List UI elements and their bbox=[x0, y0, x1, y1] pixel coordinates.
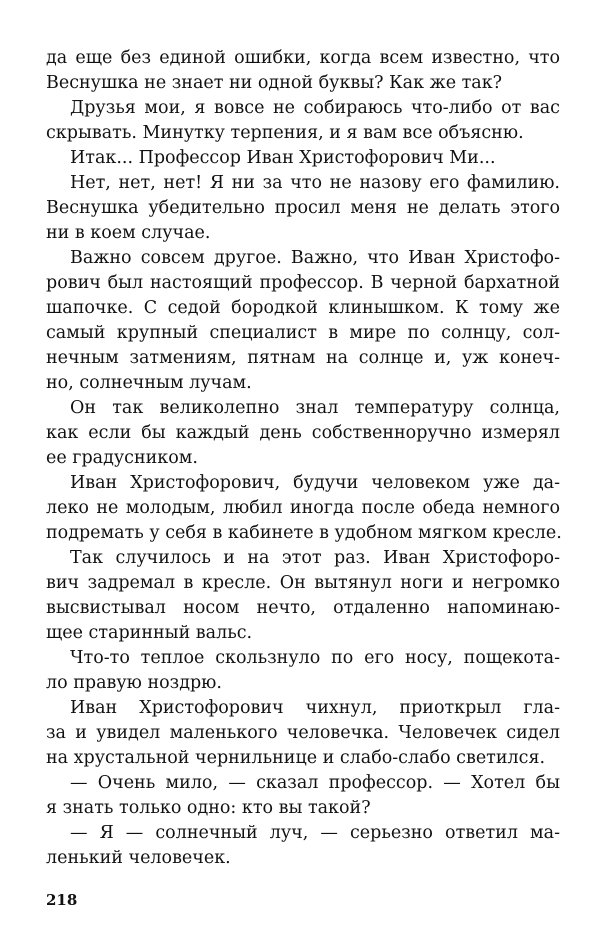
text-line: — Я — солнечный луч, — серьезно ответил ма- bbox=[70, 823, 560, 843]
text-line: Важно совсем другое. Важно, что Иван Христофо- bbox=[70, 248, 560, 268]
text-line: Иван Христофорович чихнул, приоткрыл гла- bbox=[70, 698, 560, 718]
text-line: Веснушка не знает ни одной буквы? Как же так? bbox=[46, 73, 503, 93]
text-line: Иван Христофорович, будучи человеком уже да- bbox=[70, 473, 560, 493]
text-line: Друзья мои, я вовсе не собираюсь что-либо от вас bbox=[70, 98, 560, 118]
text-line: самый крупный специалист в мире по солнцу, сол- bbox=[46, 323, 560, 343]
text-line: Он так великолепно знал температуру солнца, bbox=[70, 398, 560, 418]
page-number: 218 bbox=[46, 891, 78, 909]
text-line: Нет, нет, нет! Я ни за что не назову его фамилию. bbox=[70, 173, 560, 193]
text-line: но, солнечным лучам. bbox=[46, 373, 252, 393]
body-text bbox=[46, 46, 560, 871]
text-line: ло правую ноздрю. bbox=[46, 673, 222, 693]
text-line: вич задремал в кресле. Он вытянул ноги и негромко bbox=[46, 573, 560, 593]
text-line: скрывать. Минутку терпения, и я вам все объясню. bbox=[46, 123, 524, 143]
text-line: Так случилось и на этот раз. Иван Христофоро- bbox=[70, 548, 560, 568]
text-line: ленький человечек. bbox=[46, 848, 231, 868]
text-line: рович был настоящий профессор. В черной бархатной bbox=[46, 273, 560, 293]
text-line: щее старинный вальс. bbox=[46, 623, 253, 643]
text-line: ее градусником. bbox=[46, 448, 198, 468]
text-line: подремать у себя в кабинете в удобном мягком кресле. bbox=[46, 523, 562, 543]
text-line: Веснушка убедительно просил меня не делать этого bbox=[46, 198, 560, 218]
text-line: — Очень мило, — сказал профессор. — Хотел бы bbox=[70, 773, 560, 793]
text-line: на хрустальной чернильнице и слабо-слабо светился. bbox=[46, 748, 546, 768]
text-line: высвистывал носом нечто, отдаленно напоминаю- bbox=[46, 598, 560, 618]
text-line: шапочке. С седой бородкой клинышком. К тому же bbox=[46, 298, 560, 318]
text-line: леко не молодым, любил иногда после обеда немного bbox=[46, 498, 560, 518]
text-line: ни в коем случае. bbox=[46, 223, 211, 243]
text-line: нечным затмениям, пятнам на солнце и, уж конеч- bbox=[46, 348, 560, 368]
text-line: Итак... Профессор Иван Христофорович Ми... bbox=[70, 148, 496, 168]
text-line: как если бы каждый день собственноручно измерял bbox=[46, 423, 560, 443]
text-line: за и увидел маленького человечка. Человечек сидел bbox=[46, 723, 560, 743]
text-line: Что-то теплое скользнуло по его носу, пощекота- bbox=[70, 648, 560, 668]
text-line: я знать только одно: кто вы такой? bbox=[46, 798, 371, 818]
text-line: да еще без единой ошибки, когда всем известно, что bbox=[46, 48, 560, 68]
